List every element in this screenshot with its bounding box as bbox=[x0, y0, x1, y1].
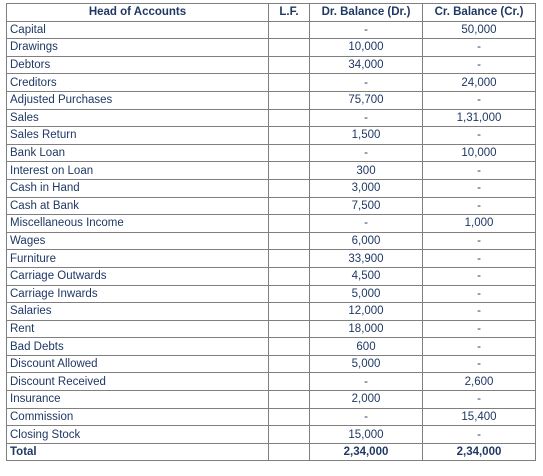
account-name: Bank Loan bbox=[7, 144, 269, 162]
account-name: Salaries bbox=[7, 303, 269, 321]
table-row bbox=[7, 91, 536, 109]
ledger-folio bbox=[269, 355, 310, 373]
ledger-folio bbox=[269, 426, 310, 444]
total-row bbox=[7, 443, 536, 461]
ledger-folio bbox=[269, 144, 310, 162]
debit-balance: 18,000 bbox=[310, 320, 423, 338]
account-name: Furniture bbox=[7, 250, 269, 268]
account-name: Miscellaneous Income bbox=[7, 215, 269, 233]
ledger-folio bbox=[269, 391, 310, 409]
account-name: Cash at Bank bbox=[7, 197, 269, 215]
account-name: Carriage Inwards bbox=[7, 285, 269, 303]
table-row bbox=[7, 127, 536, 145]
table-row bbox=[7, 426, 536, 444]
table-row bbox=[7, 197, 536, 215]
credit-balance: - bbox=[423, 197, 536, 215]
table-row bbox=[7, 56, 536, 74]
debit-balance: 33,900 bbox=[310, 250, 423, 268]
account-name: Interest on Loan bbox=[7, 162, 269, 180]
table-row bbox=[7, 74, 536, 92]
header-credit-balance: Cr. Balance (Cr.) bbox=[423, 4, 536, 22]
table-row bbox=[7, 320, 536, 338]
debit-balance: 12,000 bbox=[310, 303, 423, 321]
ledger-folio bbox=[269, 408, 310, 426]
credit-balance: 2,600 bbox=[423, 373, 536, 391]
header-row bbox=[7, 4, 536, 22]
table-row bbox=[7, 144, 536, 162]
credit-balance: 10,000 bbox=[423, 144, 536, 162]
debit-balance: - bbox=[310, 74, 423, 92]
debit-balance: 75,700 bbox=[310, 91, 423, 109]
account-name: Bad Debts bbox=[7, 338, 269, 356]
credit-balance: - bbox=[423, 338, 536, 356]
table-row bbox=[7, 232, 536, 250]
ledger-folio bbox=[269, 74, 310, 92]
debit-balance: 34,000 bbox=[310, 56, 423, 74]
credit-balance: 1,31,000 bbox=[423, 109, 536, 127]
debit-balance: - bbox=[310, 373, 423, 391]
account-name: Debtors bbox=[7, 56, 269, 74]
account-name: Sales Return bbox=[7, 127, 269, 145]
debit-balance: - bbox=[310, 215, 423, 233]
account-name: Commission bbox=[7, 408, 269, 426]
debit-balance: - bbox=[310, 109, 423, 127]
credit-balance: - bbox=[423, 232, 536, 250]
credit-balance: - bbox=[423, 162, 536, 180]
credit-balance: - bbox=[423, 426, 536, 444]
table-row bbox=[7, 338, 536, 356]
account-name: Capital bbox=[7, 21, 269, 39]
credit-balance: 50,000 bbox=[423, 21, 536, 39]
header-lf: L.F. bbox=[269, 4, 310, 22]
table-row bbox=[7, 39, 536, 57]
table-row bbox=[7, 162, 536, 180]
account-name: Wages bbox=[7, 232, 269, 250]
table-row bbox=[7, 179, 536, 197]
ledger-folio bbox=[269, 303, 310, 321]
credit-balance: - bbox=[423, 303, 536, 321]
ledger-folio bbox=[269, 39, 310, 57]
debit-balance: 5,000 bbox=[310, 355, 423, 373]
ledger-folio bbox=[269, 127, 310, 145]
account-name: Sales bbox=[7, 109, 269, 127]
credit-balance: - bbox=[423, 39, 536, 57]
credit-balance: - bbox=[423, 355, 536, 373]
credit-balance: - bbox=[423, 56, 536, 74]
credit-balance: 24,000 bbox=[423, 74, 536, 92]
debit-balance: 4,500 bbox=[310, 267, 423, 285]
total-debit: 2,34,000 bbox=[310, 443, 423, 461]
credit-balance: - bbox=[423, 127, 536, 145]
credit-balance: 15,400 bbox=[423, 408, 536, 426]
ledger-folio bbox=[269, 267, 310, 285]
debit-balance: - bbox=[310, 408, 423, 426]
ledger-folio bbox=[269, 232, 310, 250]
credit-balance: - bbox=[423, 91, 536, 109]
ledger-folio bbox=[269, 91, 310, 109]
ledger-folio bbox=[269, 109, 310, 127]
account-name: Discount Allowed bbox=[7, 355, 269, 373]
ledger-folio bbox=[269, 21, 310, 39]
credit-balance: 1,000 bbox=[423, 215, 536, 233]
debit-balance: 10,000 bbox=[310, 39, 423, 57]
ledger-folio bbox=[269, 338, 310, 356]
ledger-folio bbox=[269, 197, 310, 215]
debit-balance: 5,000 bbox=[310, 285, 423, 303]
ledger-folio bbox=[269, 373, 310, 391]
ledger-folio bbox=[269, 250, 310, 268]
ledger-folio bbox=[269, 320, 310, 338]
debit-balance: 7,500 bbox=[310, 197, 423, 215]
table-row bbox=[7, 21, 536, 39]
account-name: Carriage Outwards bbox=[7, 267, 269, 285]
credit-balance: - bbox=[423, 285, 536, 303]
credit-balance: - bbox=[423, 391, 536, 409]
account-name: Rent bbox=[7, 320, 269, 338]
total-label: Total bbox=[7, 443, 269, 461]
credit-balance: - bbox=[423, 267, 536, 285]
table-row bbox=[7, 391, 536, 409]
table-row bbox=[7, 215, 536, 233]
debit-balance: 3,000 bbox=[310, 179, 423, 197]
credit-balance: - bbox=[423, 179, 536, 197]
table-row bbox=[7, 355, 536, 373]
credit-balance: - bbox=[423, 320, 536, 338]
credit-balance: - bbox=[423, 250, 536, 268]
account-name: Adjusted Purchases bbox=[7, 91, 269, 109]
table-row bbox=[7, 408, 536, 426]
account-name: Closing Stock bbox=[7, 426, 269, 444]
total-lf bbox=[269, 443, 310, 461]
debit-balance: 600 bbox=[310, 338, 423, 356]
ledger-folio bbox=[269, 285, 310, 303]
table-row bbox=[7, 303, 536, 321]
table-row bbox=[7, 250, 536, 268]
debit-balance: - bbox=[310, 21, 423, 39]
debit-balance: 2,000 bbox=[310, 391, 423, 409]
debit-balance: 6,000 bbox=[310, 232, 423, 250]
header-debit-balance: Dr. Balance (Dr.) bbox=[310, 4, 423, 22]
account-name: Cash in Hand bbox=[7, 179, 269, 197]
table-row bbox=[7, 285, 536, 303]
trial-balance-table bbox=[6, 3, 536, 461]
debit-balance: 15,000 bbox=[310, 426, 423, 444]
table-row bbox=[7, 267, 536, 285]
ledger-folio bbox=[269, 162, 310, 180]
debit-balance: 1,500 bbox=[310, 127, 423, 145]
total-credit: 2,34,000 bbox=[423, 443, 536, 461]
account-name: Drawings bbox=[7, 39, 269, 57]
trial-balance bbox=[6, 3, 536, 461]
debit-balance: - bbox=[310, 144, 423, 162]
table-row bbox=[7, 373, 536, 391]
ledger-folio bbox=[269, 56, 310, 74]
ledger-folio bbox=[269, 179, 310, 197]
account-name: Insurance bbox=[7, 391, 269, 409]
account-name: Discount Received bbox=[7, 373, 269, 391]
debit-balance: 300 bbox=[310, 162, 423, 180]
ledger-folio bbox=[269, 215, 310, 233]
table-body bbox=[7, 21, 536, 461]
header-head-of-accounts: Head of Accounts bbox=[7, 4, 269, 22]
table-row bbox=[7, 109, 536, 127]
account-name: Creditors bbox=[7, 74, 269, 92]
